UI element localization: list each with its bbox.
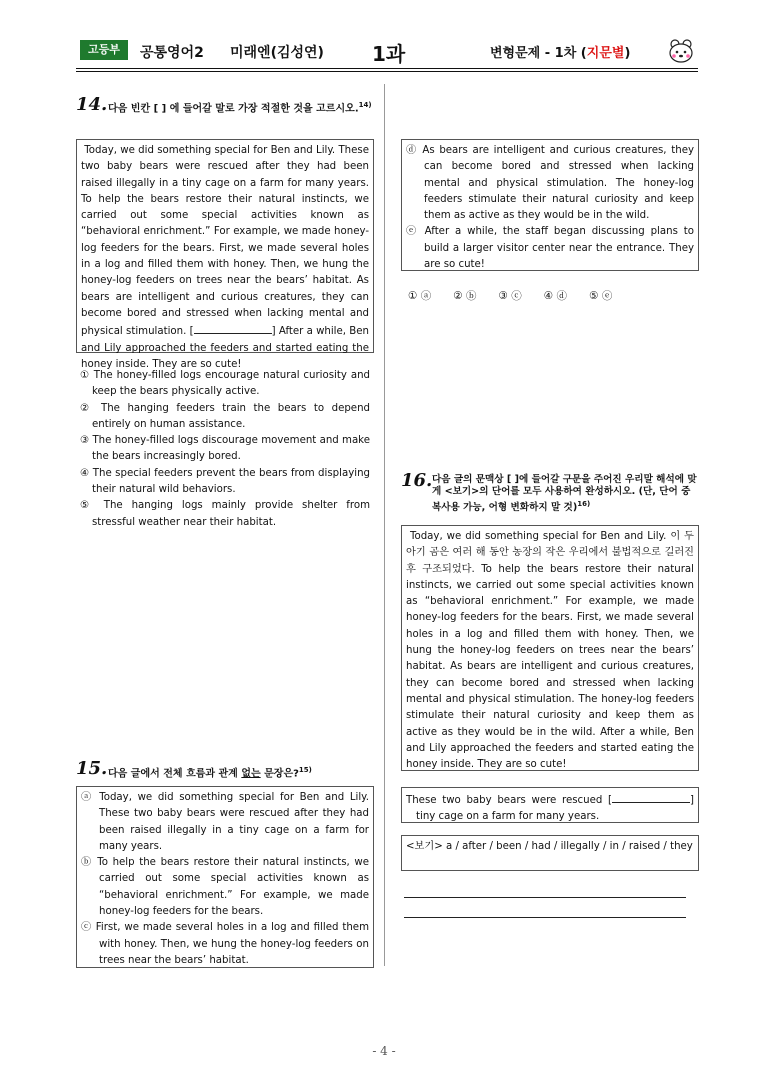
q15-choice-5[interactable]: ⑤ ⓔ [589,290,613,302]
question-16-passage [401,525,699,771]
sentence-e: ⓔ After a while, the staff began discussing plans to build a larger visitor center near the entrance. They are so cute! [406,226,694,271]
header-rule-thin [76,71,698,72]
footnote-16: 16) [577,500,591,508]
question-14-prompt-text: 다음 빈칸 [ ] 에 들어갈 말로 가장 적절한 것을 고르시오. [108,103,359,115]
question-15-prompt-before: 다음 글에서 전체 흐름과 관계 [108,768,242,780]
q15-choice-1[interactable]: ① ⓐ [408,290,432,302]
q15-choice-4[interactable]: ④ ⓓ [543,290,568,302]
question-15-prompt [108,763,376,781]
question-16-number: 16. [401,470,433,491]
passage-14-blank [194,322,272,334]
question-16-sentence [401,787,699,823]
question-15-passage-right [401,139,699,271]
sentence-16-blank[interactable] [612,791,690,803]
exam-type-prefix: 변형문제 - 1차 ( [490,46,587,61]
question-14-passage [76,139,374,370]
bear-mascot-icon [666,36,696,66]
question-15-passage-left [76,786,374,968]
question-15-number: 15. [76,758,108,779]
footnote-15: 15) [298,766,312,774]
choice-3[interactable]: ③ The honey-filled logs discourage movement and make the bears increasingly bored. [80,435,370,463]
passage-14-text-after: ] After a while, Ben and Lily approached the feeders and started eating the honey inside. They are so cute! [81,326,369,370]
sentence-16-before: These two baby bears were rescued [ [406,795,613,806]
choice-4[interactable]: ④ The special feeders prevent the bears from displaying their natural wild behaviors. [80,467,370,496]
bogi-box [401,835,699,871]
choice-1[interactable]: ① The honey-filled logs encourage natural curiosity and keep the bears physically active. [80,370,370,398]
q15-choice-2[interactable]: ② ⓑ [453,290,477,302]
exam-type-suffix: ) [624,46,631,61]
answer-line-2[interactable] [404,917,686,918]
exam-type [490,42,630,61]
question-16-prompt-text: 다음 글의 문맥상 [ ]에 들어갈 구문을 주어진 우리말 해석에 맞게 <보기>의 단어를 모두 사용하여 완성하시오. (단, 단어 중복사용 가능, 어형 변화하지 말 것) [432,474,697,514]
sentence-a: ⓐ Today, we did something special for Ben and Lily. These two baby bears were rescued after they had been raised illegally in a tiny cage on a farm for many years. [81,792,369,852]
question-14-choices [80,368,370,531]
sentence-d: ⓓ As bears are intelligent and curious creatures, they can become bored and stressed when lacking mental and physical stimulation. The honey-log feeders stimulate their natural curiosity and keep them as active as they would be in the wild. [406,145,694,222]
choice-2[interactable]: ② The hanging feeders train the bears to depend entirely on human assistance. [80,402,370,430]
question-14-prompt [108,98,376,116]
question-16-prompt [432,474,697,514]
subject-title: 공통영어2 [140,45,204,61]
sentence-16-after: ] tiny cage on a farm for many years. [416,795,694,823]
header-rule [76,68,698,69]
page-header [80,36,700,66]
lesson-title: 1과 [372,42,406,66]
passage-16-text: Today, we did something special for Ben and Lily. 이 두 아기 곰은 여러 해 동안 농장의 작은 우리에서 불법적으로 길러진 후 구조되었다. To help the bears restore their natural instincts, we carried out some special activities known as “behavioral enrichment.” For example, we made honey-log feeders for the bears. First, we made several holes in a log and filled them with honey. Then, we hung the honey-log feeders on trees near the bears’ habitat. As bears are intelligent and curious creatures, they can become bored and stressed when lacking mental and physical stimulation. The honey-log feeders stimulate their natural curiosity and keep them as active as they would be in the wild. After a while, Ben and Lily approached the feeders and started eating the honey inside. They are so cute! [406,531,694,771]
question-14-number: 14. [76,94,108,115]
bogi-words: <보기> a / after / been / had / illegally / in / raised / they [406,841,693,852]
sentence-c: ⓒ First, we made several holes in a log and filled them with honey. Then, we hung the honey-log feeders on trees near the bears’ habitat. [81,922,369,966]
choice-5[interactable]: ⑤ The hanging logs mainly provide shelter from stressful weather near their habitat. [80,500,370,528]
question-15-choices [408,288,612,303]
page-number: - 4 - [372,1044,396,1058]
q15-choice-3[interactable]: ③ ⓒ [498,290,522,302]
answer-line-1[interactable] [404,897,686,898]
question-15-prompt-underlined: 없는 [241,768,261,780]
exam-type-highlight: 지문별 [586,46,625,61]
publisher-title: 미래엔(김성연) [230,45,324,61]
sentence-b: ⓑ To help the bears restore their natural instincts, we carried out some special activities known as “behavioral enrichment.” For example, we made honey-log feeders for the bears. [81,857,369,918]
question-15-prompt-after: 문장은? [260,768,299,780]
passage-14-text-before: Today, we did something special for Ben and Lily. These two baby bears were rescued after they had been raised illegally in a tiny cage on a farm for many years. To help the bears restore their natural instincts, we carried out some special activities known as “behavioral enrichment.” For example, we made honey-log feeders for the bears. First, we made several holes in a log and filled them with honey. Then, we hung the honey-log feeders on trees near the bears’ habitat. As bears are intelligent and curious creatures, they can become bored and stressed when lacking mental and physical stimulation. [ [81,145,369,338]
footnote-14: 14) [358,101,372,109]
column-divider [384,84,385,966]
level-badge: 고등부 [80,40,128,60]
